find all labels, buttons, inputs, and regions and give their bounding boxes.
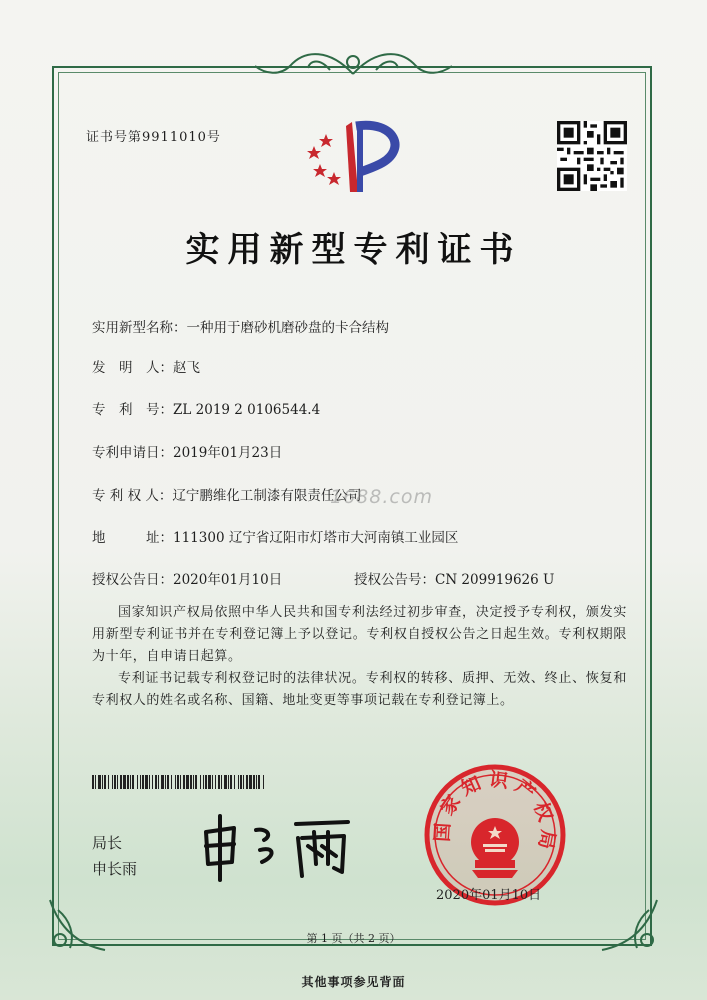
seal-date: 2020年01月10日 (436, 888, 542, 903)
field-utility-model-name (92, 316, 389, 336)
field-value: 111300 辽宁省辽阳市灯塔市大河南镇工业园区 (173, 530, 459, 546)
field-patentee (92, 484, 361, 504)
director-title: 局长 (92, 834, 123, 852)
field-label: 地 址： (92, 530, 173, 546)
field-value: 赵飞 (173, 360, 200, 376)
field-label: 专 利 号： (92, 402, 173, 418)
field-value: 2019年01月23日 (173, 445, 283, 461)
field-value: 2020年01月10日 (173, 572, 283, 588)
paragraph-grant-statement: 国家知识产权局依照中华人民共和国专利法经过初步审查，决定授予专利权，颁发实用新型专利证书并在专利登记簿上予以登记。专利权自授权公告之日起生效。专利权期限为十年，自申请日起算。 (92, 605, 627, 664)
bottom-left-ornament (40, 890, 110, 960)
director-name: 申长雨 (92, 860, 138, 878)
field-label: 专利申请日： (92, 445, 173, 461)
barcode (92, 775, 267, 789)
field-grant-announcement-number (354, 568, 554, 588)
certificate-title: 实用新型专利证书 (185, 230, 522, 270)
paragraph-legal-status: 专利证书记载专利权登记时的法律状况。专利权的转移、质押、无效、终止、恢复和专利权人的姓名或名称、国籍、地址变更等事项记载在专利登记簿上。 (92, 671, 627, 708)
field-patent-number (92, 398, 320, 418)
cnipa-logo-icon (300, 112, 410, 197)
field-value: CN 209919626 U (435, 572, 555, 588)
field-label: 实用新型名称： (92, 320, 187, 336)
field-application-date (92, 441, 282, 461)
field-label: 专 利 权 人： (92, 488, 173, 504)
bottom-right-ornament (597, 890, 667, 960)
field-value: ZL 2019 2 0106544.4 (173, 402, 321, 418)
certificate-number: 证书号第9911010号 (86, 130, 221, 145)
director-signature (198, 810, 368, 885)
top-ornament (250, 44, 457, 84)
field-label: 授权公告日： (92, 572, 173, 588)
field-label: 授权公告号： (354, 572, 435, 588)
seal-text: 国家知识产权局 (431, 768, 560, 857)
page-number: 第 1 页（共 2 页） (306, 932, 401, 945)
field-value: 辽宁鹏维化工制漆有限责任公司 (172, 488, 362, 504)
footer-note: 其他事项参见背面 (301, 975, 406, 989)
field-inventor (92, 356, 200, 376)
field-label: 发 明 人： (92, 360, 173, 376)
watermark: 1688.com (330, 486, 433, 508)
field-grant-announcement-date (92, 568, 282, 588)
field-address (92, 526, 458, 546)
field-value: 一种用于磨砂机磨砂盘的卡合结构 (186, 320, 389, 336)
qr-code (557, 121, 627, 191)
